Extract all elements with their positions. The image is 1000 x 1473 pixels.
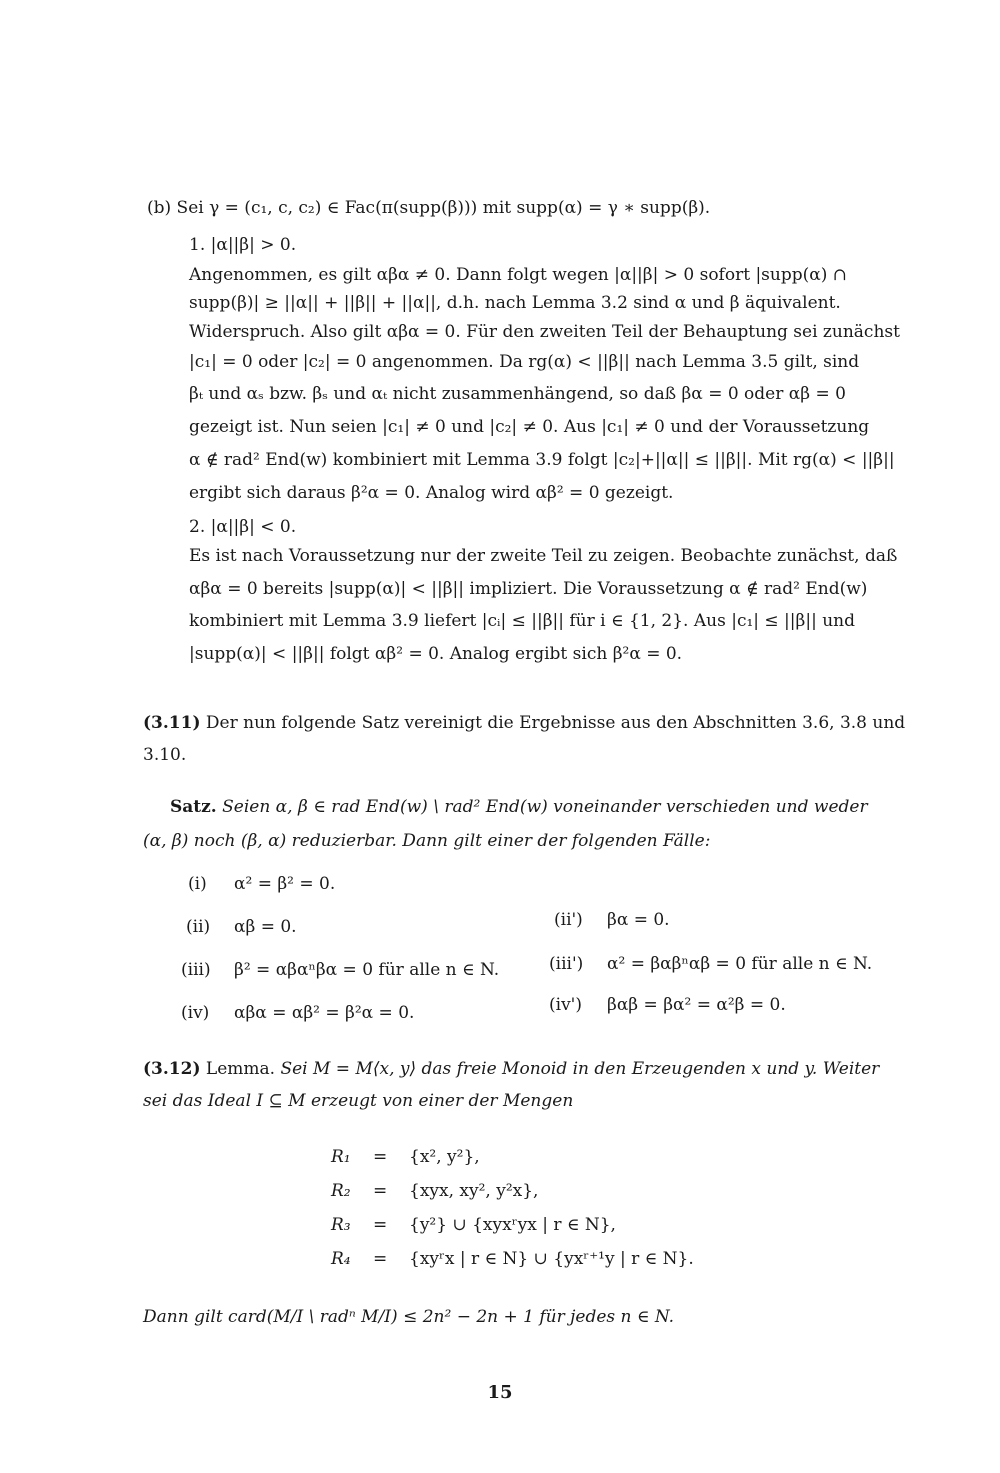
equals-sign: = — [373, 1249, 388, 1269]
set-value: {y²} ∪ {xyxʳyx | r ∈ N}, — [409, 1215, 616, 1235]
case-formula: α² = βαβⁿαβ = 0 für alle n ∈ N. — [607, 954, 873, 974]
lemma-statement: Sei M = M⟨x, y⟩ das freie Monoid in den Erzeugenden x und y. Weiter — [280, 1059, 880, 1079]
section-text-cont: 3.10. — [143, 745, 187, 765]
set-name: R₃ — [331, 1215, 351, 1235]
satz-line2: (α, β) noch (β, α) reduzierbar. Dann gilt einer der folgenden Fälle: — [143, 831, 711, 851]
case-formula: αβ = 0. — [234, 917, 297, 937]
case-formula: α² = β² = 0. — [234, 874, 336, 894]
section-text: Der nun folgende Satz vereinigt die Ergebnisse aus den Abschnitten 3.6, 3.8 und — [205, 713, 906, 733]
lemma-title: Lemma. — [205, 1059, 276, 1079]
case-label: (ii) — [186, 917, 211, 937]
section-3-11-intro — [143, 712, 905, 734]
case-label: (iii) — [181, 960, 211, 980]
section-number: (3.12) — [143, 1059, 201, 1079]
case-label: (ii') — [554, 910, 583, 930]
case2-label: 2. |α||β| < 0. — [189, 517, 297, 537]
case-label: (iv') — [549, 995, 582, 1015]
case2-line: kombiniert mit Lemma 3.9 liefert |cᵢ| ≤ ||β|| für i ∈ {1, 2}. Aus |c₁| ≤ ||β|| und — [189, 611, 855, 631]
case1-line: ergibt sich daraus β²α = 0. Analog wird αβ² = 0 gezeigt. — [189, 483, 674, 503]
set-name: R₁ — [331, 1147, 351, 1167]
case-label: (iii') — [549, 954, 584, 974]
page-number: 15 — [487, 1382, 513, 1403]
case-formula: βα = 0. — [607, 910, 670, 930]
case1-line: Widerspruch. Also gilt αβα = 0. Für den zweiten Teil der Behauptung sei zunächst — [189, 322, 900, 342]
case2-line: Es ist nach Voraussetzung nur der zweite Teil zu zeigen. Beobachte zunächst, daß — [189, 546, 898, 566]
case1-line: |c₁| = 0 oder |c₂| = 0 angenommen. Da rg(α) < ||β|| nach Lemma 3.5 gilt, sind — [189, 352, 860, 372]
satz-label: Satz. — [170, 797, 217, 817]
case1-label: 1. |α||β| > 0. — [189, 235, 297, 255]
case1-line: βₜ und αₛ bzw. βₛ und αₜ nicht zusammenhängend, so daß βα = 0 oder αβ = 0 — [189, 384, 846, 404]
lemma-conclusion: Dann gilt card(M/I \ radⁿ M/I) ≤ 2n² − 2n + 1 für jedes n ∈ N. — [143, 1307, 675, 1327]
satz-statement: Seien α, β ∈ rad End(w) \ rad² End(w) voneinander verschieden und weder — [222, 797, 868, 817]
set-name: R₂ — [331, 1181, 351, 1201]
case1-line: supp(β)| ≥ ||α|| + ||β|| + ||α||, d.h. nach Lemma 3.2 sind α und β äquivalent. — [189, 293, 841, 313]
satz-line1 — [170, 796, 868, 818]
equals-sign: = — [373, 1147, 388, 1167]
lemma-line1 — [143, 1058, 879, 1080]
equals-sign: = — [373, 1215, 388, 1235]
set-name: R₄ — [331, 1249, 351, 1269]
section-number: (3.11) — [143, 713, 201, 733]
case-formula: βαβ = βα² = α²β = 0. — [607, 995, 786, 1015]
case-formula: β² = αβαⁿβα = 0 für alle n ∈ N. — [234, 960, 500, 980]
case-label: (i) — [188, 874, 207, 894]
case2-line: αβα = 0 bereits |supp(α)| < ||β|| impliziert. Die Voraussetzung α ∉ rad² End(w) — [189, 579, 868, 599]
case2-line: |supp(α)| < ||β|| folgt αβ² = 0. Analog ergibt sich β²α = 0. — [189, 644, 683, 664]
lemma-line2: sei das Ideal I ⊆ M erzeugt von einer der Mengen — [143, 1091, 574, 1111]
case1-line: α ∉ rad² End(w) kombiniert mit Lemma 3.9 folgt |c₂|+||α|| ≤ ||β||. Mit rg(α) < ||β|| — [189, 450, 895, 470]
set-value: {xyx, xy², y²x}, — [409, 1181, 539, 1201]
case-formula: αβα = αβ² = β²α = 0. — [234, 1003, 415, 1023]
case1-line: gezeigt ist. Nun seien |c₁| ≠ 0 und |c₂| ≠ 0. Aus |c₁| ≠ 0 und der Voraussetzung — [189, 417, 870, 437]
case-label: (iv) — [181, 1003, 210, 1023]
proof-b-header: (b) Sei γ = (c₁, c, c₂) ∈ Fac(π(supp(β))) mit supp(α) = γ ∗ supp(β). — [147, 198, 711, 218]
case1-line: Angenommen, es gilt αβα ≠ 0. Dann folgt wegen |α||β| > 0 sofort |supp(α) ∩ — [189, 265, 848, 285]
set-value: {xyʳx | r ∈ N} ∪ {yxʳ⁺¹y | r ∈ N}. — [409, 1249, 694, 1269]
set-value: {x², y²}, — [409, 1147, 480, 1167]
equals-sign: = — [373, 1181, 388, 1201]
